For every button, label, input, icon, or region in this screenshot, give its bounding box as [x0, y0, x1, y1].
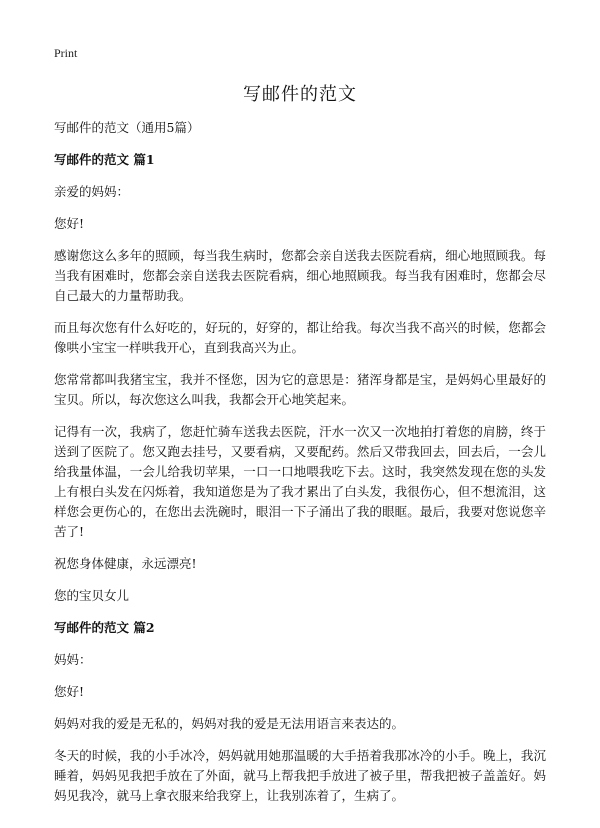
print-label: Print: [54, 46, 78, 60]
article1-paragraph-2: 而且每次您有什么好吃的，好玩的，好穿的，都让给我。每次当我不高兴的时候，您都会像哄小宝宝一样哄我开心，直到我高兴为止。: [54, 320, 546, 355]
article1-paragraph-3: 您常常都叫我猪宝宝，我并不怪您，因为它的意思是：猪浑身都是宝，是妈妈心里最好的宝贝。所以，每次您这么叫我，我都会开心地笑起来。: [54, 372, 546, 407]
article2-greeting: 您好!: [54, 684, 85, 699]
document-subtitle: 写邮件的范文（通用5篇）: [54, 120, 200, 135]
article2-paragraph-2: 冬天的时候，我的小手冰冷，妈妈就用她那温暖的大手捂着我那冰冷的小手。晚上，我沉睡着，妈妈见我把手放在了外面，就马上帮我把手放进了被子里，帮我把被子盖盖好。妈妈见我冷，就马上拿衣服来给我穿上，让我别冻着了，生病了。: [54, 748, 546, 803]
article1-paragraph-1: 感谢您这么多年的照顾，每当我生病时，您都会亲自送我去医院看病，细心地照顾我。每当我有困难时，您都会亲自送我去医院看病，细心地照顾我。每当我有困难时，您都会尽自己最大的力量帮助我。: [54, 248, 546, 303]
article2-paragraph-1: 妈妈对我的爱是无私的，妈妈对我的爱是无法用语言来表达的。: [54, 716, 405, 731]
article1-wish: 祝您身体健康，永远漂亮!: [54, 556, 197, 571]
article1-greeting: 您好!: [54, 216, 85, 231]
article1-paragraph-4: 记得有一次，我病了，您赶忙骑车送我去医院，汗水一次又一次地拍打着您的肩膀，终于送到了医院了。您又跑去挂号，又要看病，又要配药。然后又带我回去，回去后，一会儿给我量体温，一会儿给我切苹果，一口一口地喂我吃下去。这时，我突然发现在您的头发上有根白头发在闪烁着，我知道您是为了我才累出了白头发，我很伤心，但不想流泪，这样您会更伤心的，在您出去洗碗时，眼泪一下子涌出了我的眼眶。最后，我要对您说您辛苦了!: [54, 424, 546, 539]
article1-signature: 您的宝贝女儿: [54, 588, 130, 603]
document-title: 写邮件的范文: [243, 84, 357, 105]
article1-salutation: 亲爱的妈妈：: [54, 184, 130, 199]
article1-heading: 写邮件的范文 篇1: [54, 152, 155, 167]
article2-heading: 写邮件的范文 篇2: [54, 620, 155, 635]
document-body: [54, 118, 546, 818]
article2-salutation: 妈妈：: [54, 652, 92, 667]
